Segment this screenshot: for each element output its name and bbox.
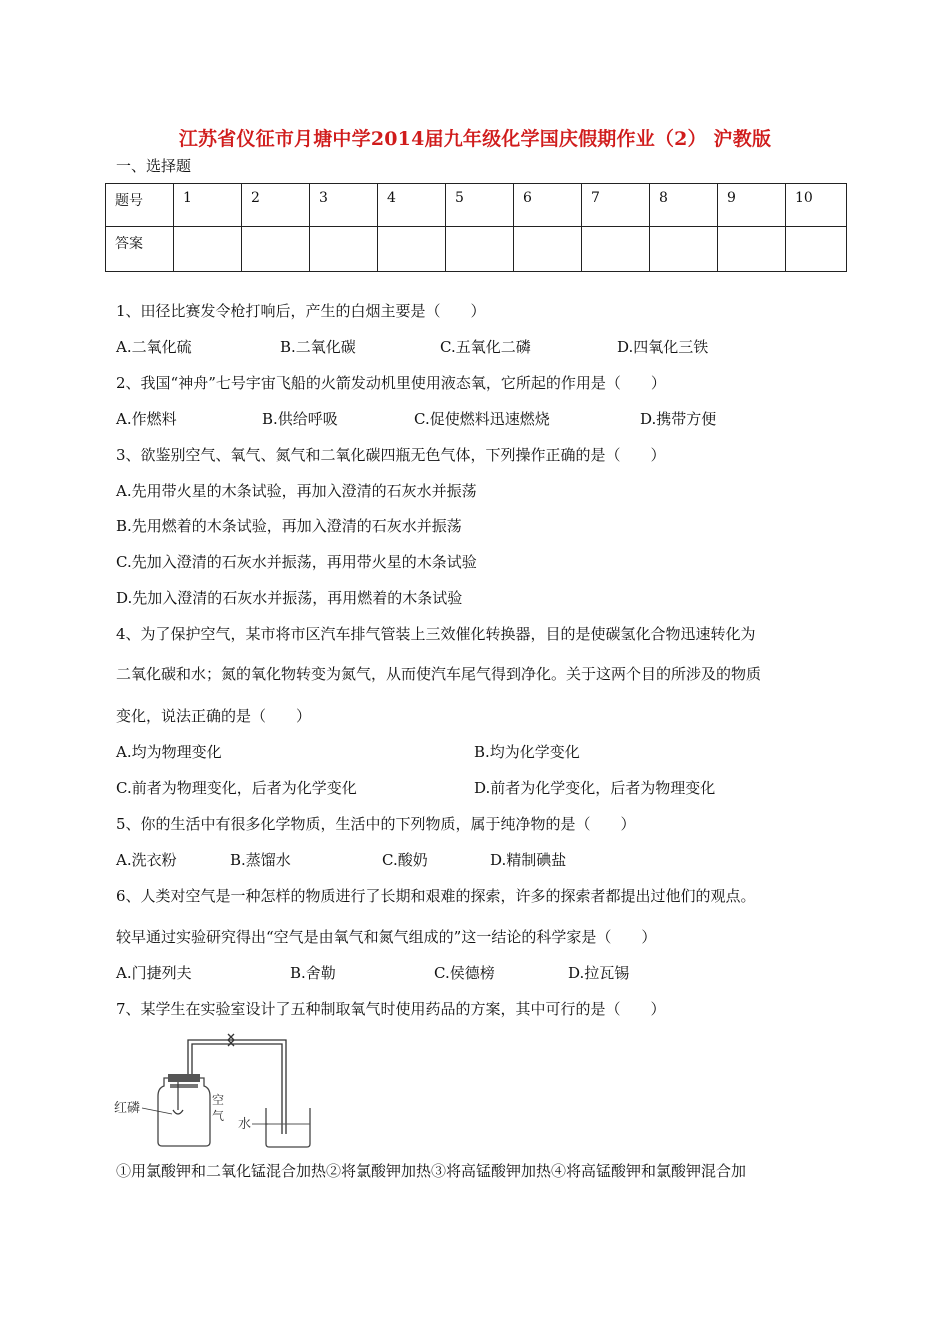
answer-cell xyxy=(174,227,242,272)
question-2-stem: 2、我国“神舟”七号宇宙飞船的火箭发动机里使用液态氧，它所起的作用是（ ） xyxy=(116,374,666,392)
question-5-option-d: D.精制碘盐 xyxy=(490,851,567,869)
question-4-option-b: B.均为化学变化 xyxy=(474,743,580,761)
question-4-option-d: D.前者为化学变化，后者为物理变化 xyxy=(474,779,716,797)
question-2-option-b: B.供给呼吸 xyxy=(262,410,338,428)
answer-table-answer-row xyxy=(106,227,847,272)
question-5-option-c: C.酸奶 xyxy=(382,851,428,869)
answer-table-number-cell: 8 xyxy=(650,184,718,227)
answer-table-header-cell: 题号 xyxy=(106,184,174,227)
answer-cell xyxy=(446,227,514,272)
answer-cell xyxy=(786,227,847,272)
answer-table-number-cell: 7 xyxy=(582,184,650,227)
stopper-ring xyxy=(170,1084,198,1088)
question-3-option-c: C.先加入澄清的石灰水并振荡，再用带火星的木条试验 xyxy=(116,553,477,571)
question-5-option-b: B.蒸馏水 xyxy=(230,851,291,869)
question-1-option-b: B.二氧化碳 xyxy=(280,338,356,356)
answer-table-number-cell: 6 xyxy=(514,184,582,227)
question-6-option-c: C.侯德榜 xyxy=(434,964,495,982)
question-1-option-c: C.五氧化二磷 xyxy=(440,338,531,356)
label-pointer xyxy=(142,1108,172,1114)
question-3-stem: 3、欲鉴别空气、氧气、氮气和二氧化碳四瓶无色气体，下列操作正确的是（ ） xyxy=(116,446,666,464)
question-4-option-a: A.均为物理变化 xyxy=(116,743,222,761)
spoon-cup xyxy=(173,1110,183,1114)
question-3-option-a: A.先用带火星的木条试验，再加入澄清的石灰水并振荡 xyxy=(116,482,477,500)
question-6-stem-line: 6、人类对空气是一种怎样的物质进行了长期和艰难的探索，许多的探索者都提出过他们的观点。 xyxy=(116,887,756,905)
question-1-stem: 1、田径比赛发令枪打响后，产生的白烟主要是（ ） xyxy=(116,302,486,320)
question-1-option-a: A.二氧化硫 xyxy=(116,338,192,356)
answer-cell xyxy=(582,227,650,272)
answer-table-number-cell: 10 xyxy=(786,184,847,227)
answer-table-answer-label: 答案 xyxy=(106,227,174,272)
question-2-option-d: D.携带方便 xyxy=(640,410,717,428)
section-heading: 一、选择题 xyxy=(116,157,192,175)
label-red-phosphorus: 红磷 xyxy=(114,1101,141,1116)
question-6-option-d: D.拉瓦锡 xyxy=(568,964,630,982)
apparatus-figure xyxy=(108,1030,338,1150)
rubber-stopper xyxy=(168,1074,200,1082)
question-4-stem-line: 二氧化碳和水；氮的氧化物转变为氮气，从而使汽车尾气得到净化。关于这两个目的所涉及的物质 xyxy=(116,665,762,683)
question-2-option-c: C.促使燃料迅速燃烧 xyxy=(414,410,550,428)
question-4-option-c: C.前者为物理变化，后者为化学变化 xyxy=(116,779,357,797)
label-air-1: 空 xyxy=(212,1093,225,1107)
answer-table-number-cell: 9 xyxy=(718,184,786,227)
question-3-option-d: D.先加入澄清的石灰水并振荡，再用燃着的木条试验 xyxy=(116,589,463,607)
question-6-option-a: A.门捷列夫 xyxy=(116,964,192,982)
answer-cell xyxy=(378,227,446,272)
answer-cell xyxy=(514,227,582,272)
question-6-option-b: B.舍勒 xyxy=(290,964,336,982)
question-6-stem-line: 较早通过实验研究得出“空气是由氧气和氮气组成的”这一结论的科学家是（ ） xyxy=(116,928,657,946)
question-7-stem: 7、某学生在实验室设计了五种制取氧气时使用药品的方案，其中可行的是（ ） xyxy=(116,1000,666,1018)
answer-table-number-cell: 3 xyxy=(310,184,378,227)
bottle-shape xyxy=(158,1078,210,1146)
answer-table-number-cell: 4 xyxy=(378,184,446,227)
question-7-plan-line: ①用氯酸钾和二氧化锰混合加热②将氯酸钾加热③将高锰酸钾加热④将高锰酸钾和氯酸钾混合加 xyxy=(116,1162,747,1180)
document-title: 江苏省仪征市月塘中学2014届九年级化学国庆假期作业（2） 沪教版 xyxy=(178,128,772,150)
question-4-stem-line: 变化，说法正确的是（ ） xyxy=(116,707,312,725)
question-5-option-a: A.洗衣粉 xyxy=(116,851,177,869)
answer-table-number-cell: 2 xyxy=(242,184,310,227)
connecting-tube-inner xyxy=(192,1044,282,1134)
answer-table-number-cell: 1 xyxy=(174,184,242,227)
answer-table-number-cell: 5 xyxy=(446,184,514,227)
question-3-option-b: B.先用燃着的木条试验，再加入澄清的石灰水并振荡 xyxy=(116,517,462,535)
question-5-stem: 5、你的生活中有很多化学物质，生活中的下列物质，属于纯净物的是（ ） xyxy=(116,815,636,833)
answer-table xyxy=(105,183,847,272)
beaker xyxy=(266,1108,310,1147)
answer-cell xyxy=(718,227,786,272)
label-air-2: 气 xyxy=(212,1109,225,1123)
answer-cell xyxy=(650,227,718,272)
label-water: 水 xyxy=(238,1117,252,1132)
answer-cell xyxy=(310,227,378,272)
answer-cell xyxy=(242,227,310,272)
question-1-option-d: D.四氧化三铁 xyxy=(617,338,709,356)
question-2-option-a: A.作燃料 xyxy=(116,410,177,428)
answer-table-number-row xyxy=(106,184,847,227)
question-4-stem-line: 4、为了保护空气，某市将市区汽车排气管装上三效催化转换器，目的是使碳氢化合物迅速转化为 xyxy=(116,625,756,643)
connecting-tube xyxy=(188,1040,286,1134)
